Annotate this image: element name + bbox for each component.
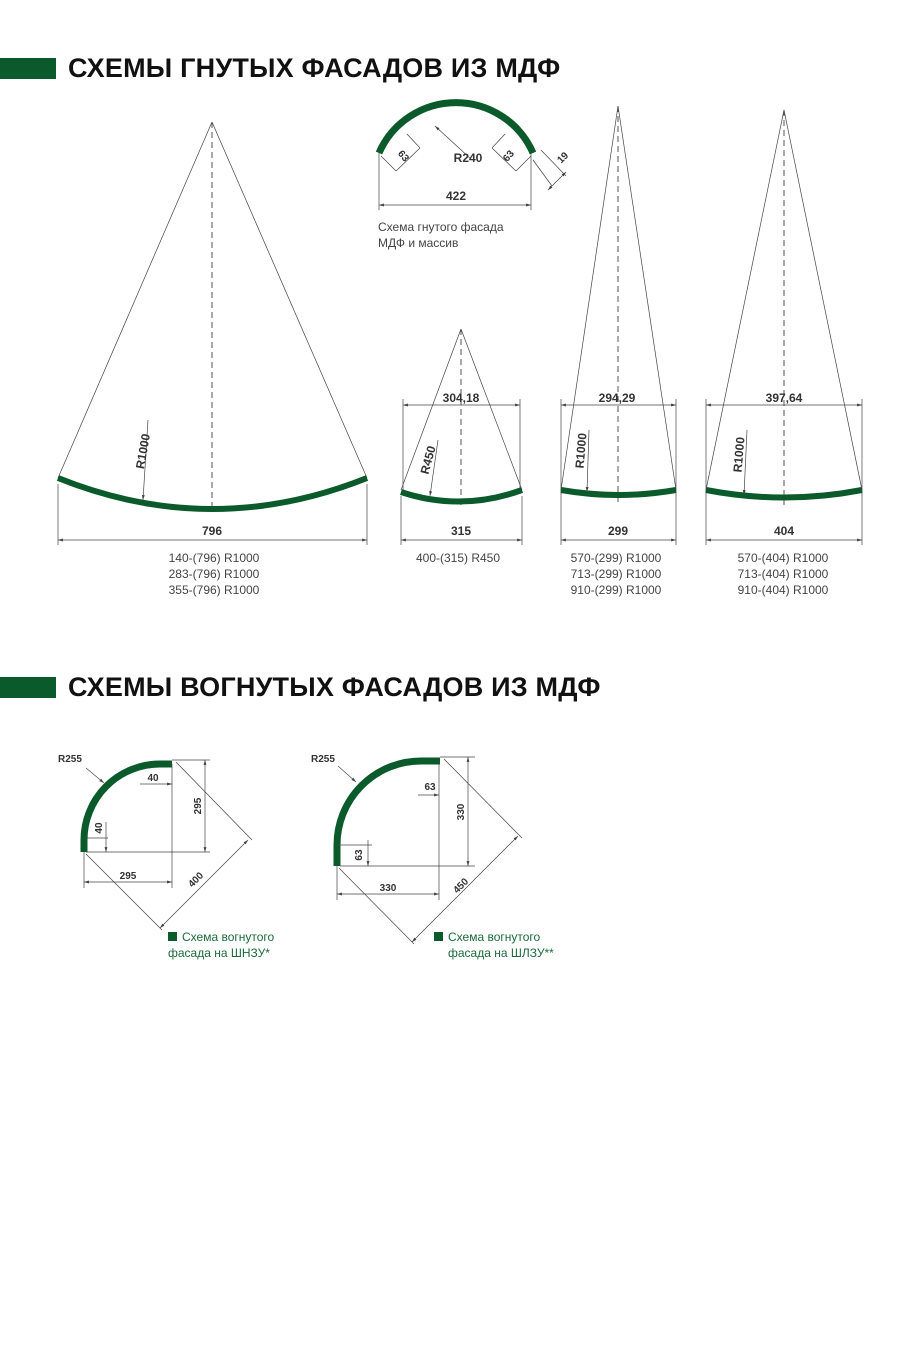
cone2-spec-1: 400-(315) R450 (415, 551, 501, 565)
arch-caption-line2: МДФ и массив (378, 236, 459, 250)
concave-scheme-2 (311, 754, 554, 960)
cone1-spec-2: 283-(796) R1000 (168, 567, 260, 581)
cone1-spec-3: 355-(796) R1000 (168, 583, 260, 597)
cone3-spec-3: 910-(299) R1000 (570, 583, 662, 597)
arch-width-label: 422 (445, 189, 467, 203)
cone3-width-label: 299 (607, 524, 629, 538)
cone-scheme-3 (561, 106, 676, 597)
cone3-spec-1: 570-(299) R1000 (570, 551, 662, 565)
concave1-caption-line2: фасада на ШНЗУ* (168, 946, 270, 960)
concave2-diagonal-label: 450 (451, 876, 472, 897)
concave2-caption-line1: Схема вогнутого (448, 930, 541, 944)
cone1-width-label: 796 (201, 524, 223, 538)
concave1-caption-line1: Схема вогнутого (182, 930, 275, 944)
concave2-caption-line2: фасада на ШЛЗУ** (448, 946, 554, 960)
concave1-caption-bullet (168, 932, 177, 941)
section-heading: СХЕМЫ ГНУТЫХ ФАСАДОВ ИЗ МДФ (68, 53, 561, 83)
concave1-top-offset-label: 40 (147, 773, 159, 784)
arch-scheme (378, 103, 571, 250)
cone2-width-label: 315 (450, 524, 472, 538)
concave1-diagonal-label: 400 (186, 870, 207, 891)
cone2-facade-arc (401, 490, 522, 502)
arch-thickness-label: 19 (555, 150, 572, 167)
cone1-radius-label: R1000 (133, 432, 154, 470)
cone4-radius-label: R1000 (730, 436, 748, 473)
concave1-radius-label: R255 (58, 754, 82, 765)
cone3-spec-2: 713-(299) R1000 (570, 567, 662, 581)
cone2-radius-label: R450 (417, 444, 439, 476)
arch-caption-line1: Схема гнутого фасада (378, 220, 504, 234)
cone1-facade-arc (58, 478, 367, 509)
concave2-facade-arc (337, 761, 440, 866)
concave1-height-label: 295 (193, 797, 204, 815)
arch-left-side-label: 63 (395, 148, 411, 165)
section-heading: СХЕМЫ ВОГНУТЫХ ФАСАДОВ ИЗ МДФ (68, 672, 601, 702)
concave1-width-label: 295 (119, 871, 137, 882)
concave-scheme-1 (58, 754, 275, 960)
cone3-radius-label: R1000 (572, 432, 590, 469)
arch-right-side-label: 63 (501, 148, 517, 165)
cone-scheme-2 (401, 329, 522, 565)
cone-scheme-1 (58, 122, 367, 597)
concave1-side-offset-label: 40 (94, 822, 105, 834)
concave2-radius-label: R255 (311, 754, 335, 765)
cone3-chord-label: 294,29 (598, 391, 636, 405)
cone2-chord-label: 304,18 (442, 391, 480, 405)
concave2-caption-bullet (434, 932, 443, 941)
cone4-spec-3: 910-(404) R1000 (737, 583, 829, 597)
cone4-spec-2: 713-(404) R1000 (737, 567, 829, 581)
cone3-facade-arc (561, 490, 676, 495)
concave2-width-label: 330 (379, 883, 397, 894)
cone4-chord-label: 397,64 (765, 391, 803, 405)
cone4-spec-1: 570-(404) R1000 (737, 551, 829, 565)
concave2-side-offset-label: 63 (354, 849, 365, 861)
cone1-spec-1: 140-(796) R1000 (168, 551, 260, 565)
concave2-height-label: 330 (456, 803, 467, 821)
cone-scheme-4 (706, 110, 862, 597)
concave2-top-offset-label: 63 (424, 782, 436, 793)
arch-radius-label: R240 (453, 151, 483, 165)
cone4-width-label: 404 (773, 524, 795, 538)
